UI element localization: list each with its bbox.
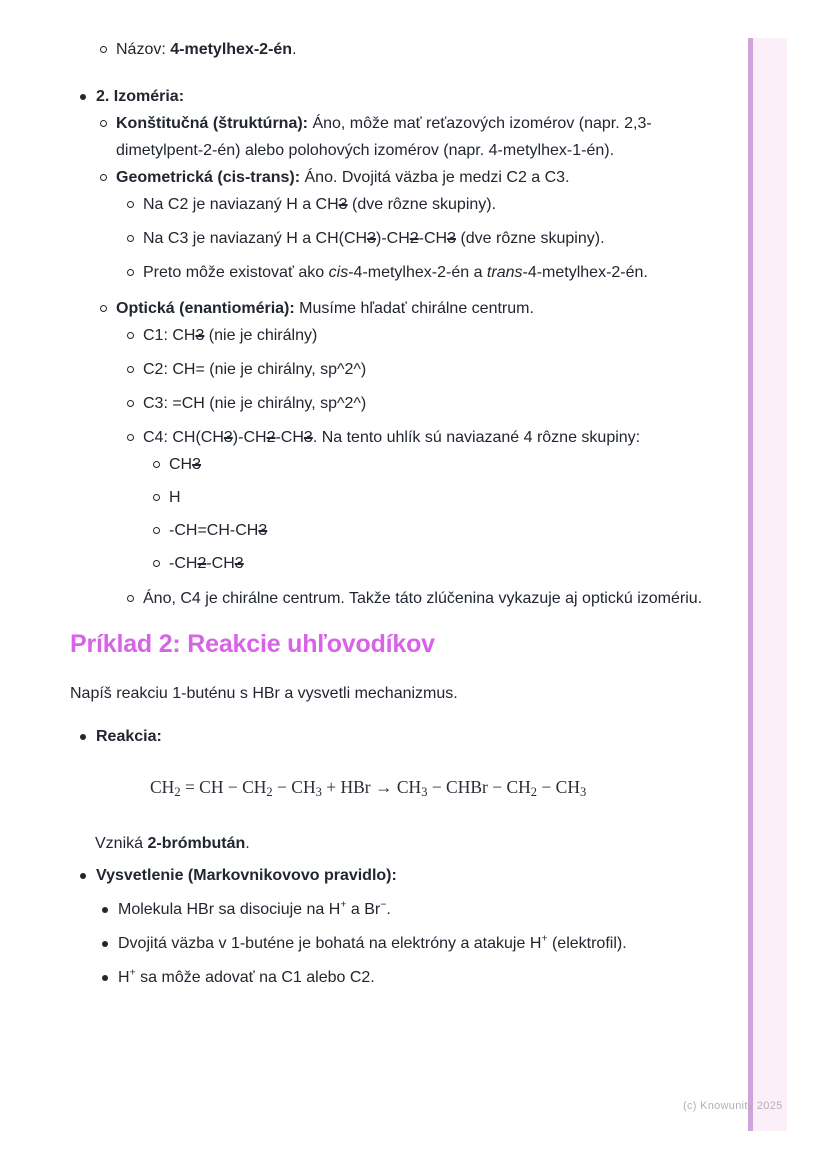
list-item-point-3	[70, 964, 715, 991]
circle-bullet-icon	[125, 191, 143, 218]
circle-bullet-icon	[125, 390, 143, 417]
list-item-point-2	[70, 930, 715, 957]
list-item-text: Áno, C4 je chirálne centrum. Takže táto zlúčenina vykazuje aj optickú izomériu.	[143, 590, 703, 607]
list-item-text: H+ sa môže adovať na C1 alebo C2.	[118, 966, 375, 986]
disc-bullet-icon	[100, 896, 118, 923]
chemical-equation: $CH_2$ = CH − $CH_2 - CH_3$ + HBr → $CH_3$ − CHBr − $CH_2 - CH_3$	[150, 777, 587, 799]
list-item-text: -CH2-CH3	[169, 555, 244, 572]
disc-bullet-icon	[78, 862, 96, 889]
list-item-text: Na C3 je naviazaný H a CH(CH3)-CH2-CH3 (dve rôzne skupiny).	[143, 230, 605, 247]
list-item-text: Molekula HBr sa disociuje na H+ a Br−.	[118, 898, 391, 918]
vznika-paragraph: Vzniká 2-brómbután.	[95, 835, 250, 852]
disc-bullet-icon	[100, 964, 118, 991]
disc-bullet-icon	[78, 723, 96, 750]
circle-bullet-icon	[98, 110, 116, 164]
list-item-text: C3: =CH (nie je chirálny, sp^2^)	[143, 395, 367, 412]
list-item-nazov	[70, 36, 715, 63]
list-item-text: C1: CH3 (nie je chirálny)	[143, 327, 318, 344]
list-item-izomeria	[70, 83, 715, 110]
list-item-text: -CH=CH-CH3	[169, 522, 268, 539]
list-item-c2	[70, 356, 715, 383]
list-item-text: 2. Izoméria:	[96, 88, 185, 105]
circle-bullet-icon	[125, 259, 143, 286]
list-item-geo-c2	[70, 191, 715, 218]
list-item-geo-c3	[70, 225, 715, 252]
list-item-text: H	[169, 489, 181, 506]
list-item-group-chchch3	[70, 517, 715, 544]
page-accent-bar	[748, 38, 787, 1131]
list-item-point-1	[70, 896, 715, 923]
list-item-text: Geometrická (cis-trans): Áno. Dvojitá väzba je medzi C2 a C3.	[116, 169, 570, 186]
intro-paragraph: Napíš reakciu 1-buténu s HBr a vysvetli mechanizmus.	[70, 685, 458, 702]
circle-bullet-icon	[125, 322, 143, 349]
list-item-group-ch2ch3	[70, 550, 715, 577]
list-item-opticka	[70, 295, 715, 322]
list-item-text: C2: CH= (nie je chirálny, sp^2^)	[143, 361, 367, 378]
document-content	[70, 36, 715, 991]
list-item-text: CH3	[169, 456, 202, 473]
list-item-reakcia	[70, 723, 715, 750]
list-item-text: C4: CH(CH3)-CH2-CH3. Na tento uhlík sú naviazané 4 rôzne skupiny:	[143, 429, 641, 446]
list-item-vysvetlenie	[70, 862, 715, 889]
list-item-c3	[70, 390, 715, 417]
list-item-text: Optická (enantioméria): Musíme hľadať chirálne centrum.	[116, 300, 534, 317]
list-item-c1	[70, 322, 715, 349]
list-item-text: Dvojitá väzba v 1-buténe je bohatá na elektróny a atakuje H+ (elektrofil).	[118, 932, 627, 952]
circle-bullet-icon	[98, 295, 116, 322]
list-item-zaver	[70, 585, 715, 612]
disc-bullet-icon	[100, 930, 118, 957]
circle-bullet-icon	[98, 164, 116, 191]
circle-bullet-icon	[125, 356, 143, 383]
list-item-group-ch3	[70, 451, 715, 478]
list-item-text: Na C2 je naviazaný H a CH3 (dve rôzne skupiny).	[143, 196, 497, 213]
list-item-text: Názov: 4-metylhex-2-én.	[116, 41, 297, 58]
list-item-text: Reakcia:	[96, 728, 162, 745]
circle-bullet-icon	[125, 424, 143, 451]
section-heading: Príklad 2: Reakcie uhľovodíkov	[70, 630, 435, 658]
list-item-text: Konštitučná (štruktúrna): Áno, môže mať reťazových izomérov (napr. 2,3-dimetylpent-2-én) alebo polohových izomérov (napr. 4-metylhex-1-én).	[116, 115, 652, 159]
disc-bullet-icon	[78, 83, 96, 110]
circle-bullet-icon	[98, 36, 116, 63]
list-item-geo-preto	[70, 259, 715, 286]
circle-bullet-icon	[125, 225, 143, 252]
circle-bullet-icon	[125, 585, 143, 612]
list-item-konstitucna	[70, 110, 715, 164]
list-item-c4	[70, 424, 715, 451]
list-item-text: Vysvetlenie (Markovnikovovo pravidlo):	[96, 867, 397, 884]
copyright-watermark: (c) Knowunity 2025	[683, 1100, 783, 1112]
list-item-text: Preto môže existovať ako cis-4-metylhex-2-én a trans-4-metylhex-2-én.	[143, 264, 648, 281]
list-item-geometricka	[70, 164, 715, 191]
list-item-group-h	[70, 484, 715, 511]
circle-bullet-icon	[151, 517, 169, 544]
circle-bullet-icon	[151, 550, 169, 577]
circle-bullet-icon	[151, 484, 169, 511]
circle-bullet-icon	[151, 451, 169, 478]
